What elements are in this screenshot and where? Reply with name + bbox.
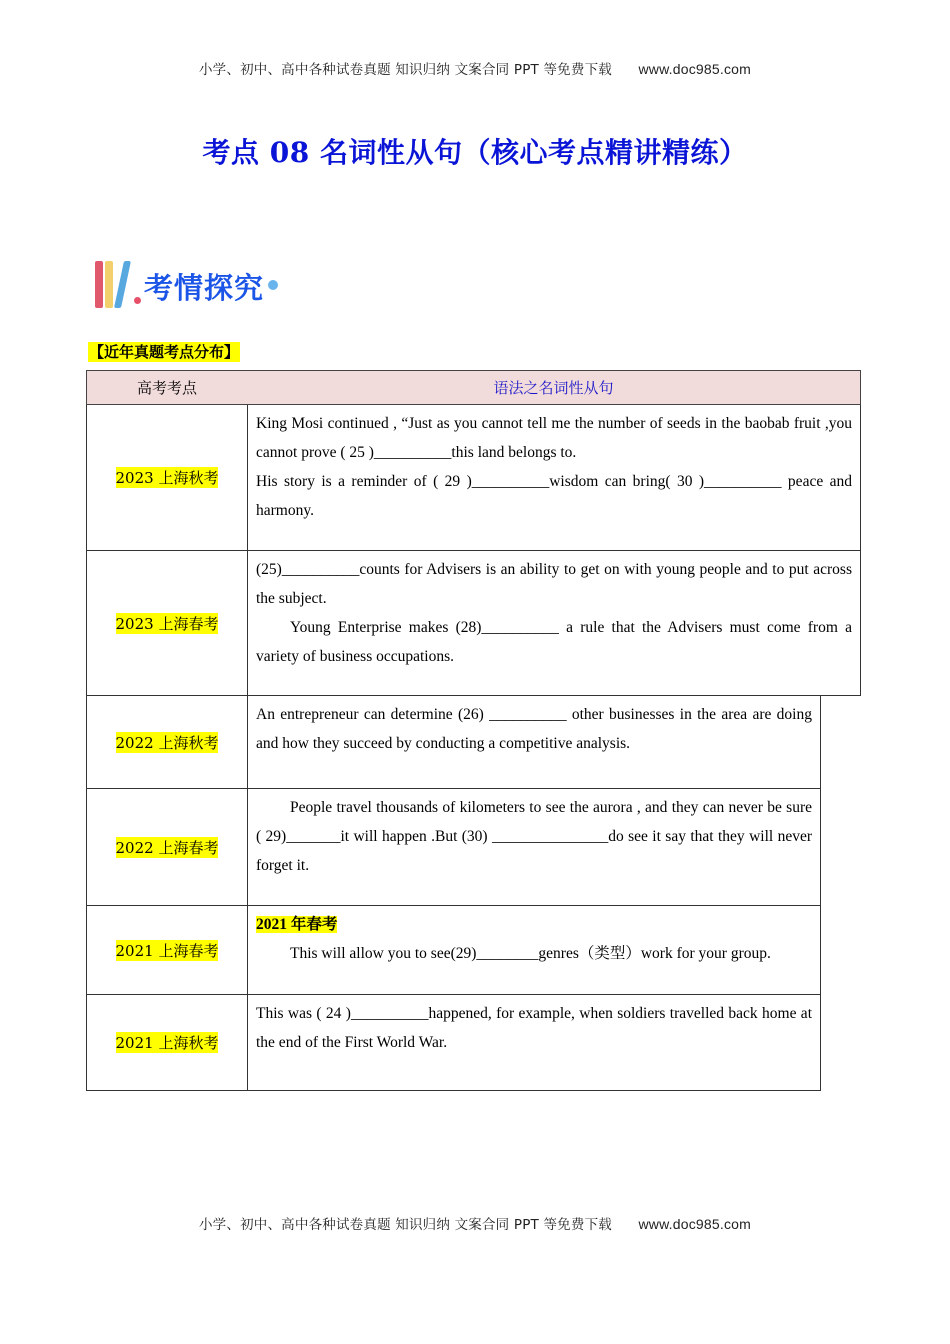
exam-label: 2021 上海秋考 <box>115 1034 219 1052</box>
table-row-exam <box>86 789 248 906</box>
table-row-exam <box>86 995 248 1091</box>
exam-label: 2023 上海春考 <box>115 614 219 633</box>
logo-text: 考情探究 <box>144 271 265 305</box>
question-text: People travel thousands of kilometers to see the aurora , and they can never be sure ( 29)_______it will happen .But (30) _______________do see it say that they will never forget it. <box>256 799 812 874</box>
footer-tagline: 小学、初中、高中各种试卷真题 知识归纳 文案合同 PPT 等免费下载 <box>198 1217 612 1233</box>
table-row-content <box>247 551 861 696</box>
question-text: This was ( 24 )__________happened, for example, when soldiers travelled back home at the end of the First World War. <box>256 1005 812 1051</box>
exam-label: 2021 上海春考 <box>115 941 219 960</box>
question-text: This will allow you to see(29)________genres（类型）work for your group. <box>290 945 771 962</box>
table-row-content <box>247 789 821 906</box>
table-row-exam <box>86 405 248 551</box>
question-text: Young Enterprise makes (28)__________ a rule that the Advisers must come from a variety of business occupations. <box>256 619 852 665</box>
exam-label: 2023 上海秋考 <box>115 469 219 487</box>
table-row-content <box>247 995 821 1091</box>
table-header-topic: 语法之名词性从句 <box>247 370 861 405</box>
question-text: An entrepreneur can determine (26) __________ other businesses in the area are doing and how they succeed by conducting a competitive analysis. <box>256 706 812 752</box>
section-label: 【近年真题考点分布】 <box>89 343 240 361</box>
books-icon <box>93 258 131 308</box>
table-row-content <box>247 696 821 789</box>
page-header <box>0 58 950 78</box>
header-site-link[interactable]: www.doc985.com <box>638 61 752 77</box>
exam-label: 2022 上海秋考 <box>115 733 219 752</box>
question-text: (25)__________counts for Advisers is an ability to get on with young people and to put across the subject. <box>256 561 852 607</box>
table-row-exam <box>86 551 248 696</box>
question-text: His story is a reminder of ( 29 )__________wisdom can bring( 30 )__________ peace and harmony. <box>256 473 852 519</box>
question-text: King Mosi continued , “Just as you cannot tell me the number of seeds in the baobab fruit ,you cannot prove ( 25 )__________this land belongs to. <box>256 415 852 461</box>
table-row-content <box>247 906 821 995</box>
page-footer <box>0 1213 950 1233</box>
dot-icon <box>134 297 141 304</box>
table-row-content <box>247 405 861 551</box>
table-row-exam <box>86 906 248 995</box>
table-row-exam <box>86 696 248 789</box>
dot-icon <box>268 280 278 290</box>
section-logo <box>93 256 278 308</box>
table-header-exam: 高考考点 <box>86 370 248 405</box>
footer-site-link[interactable]: www.doc985.com <box>638 1216 752 1232</box>
document-title: 考点 08 名词性从句（核心考点精讲精练） <box>202 136 748 169</box>
header-tagline: 小学、初中、高中各种试卷真题 知识归纳 文案合同 PPT 等免费下载 <box>198 62 612 78</box>
sub-title: 2021 年春考 <box>256 916 338 933</box>
exam-label: 2022 上海春考 <box>115 838 219 857</box>
